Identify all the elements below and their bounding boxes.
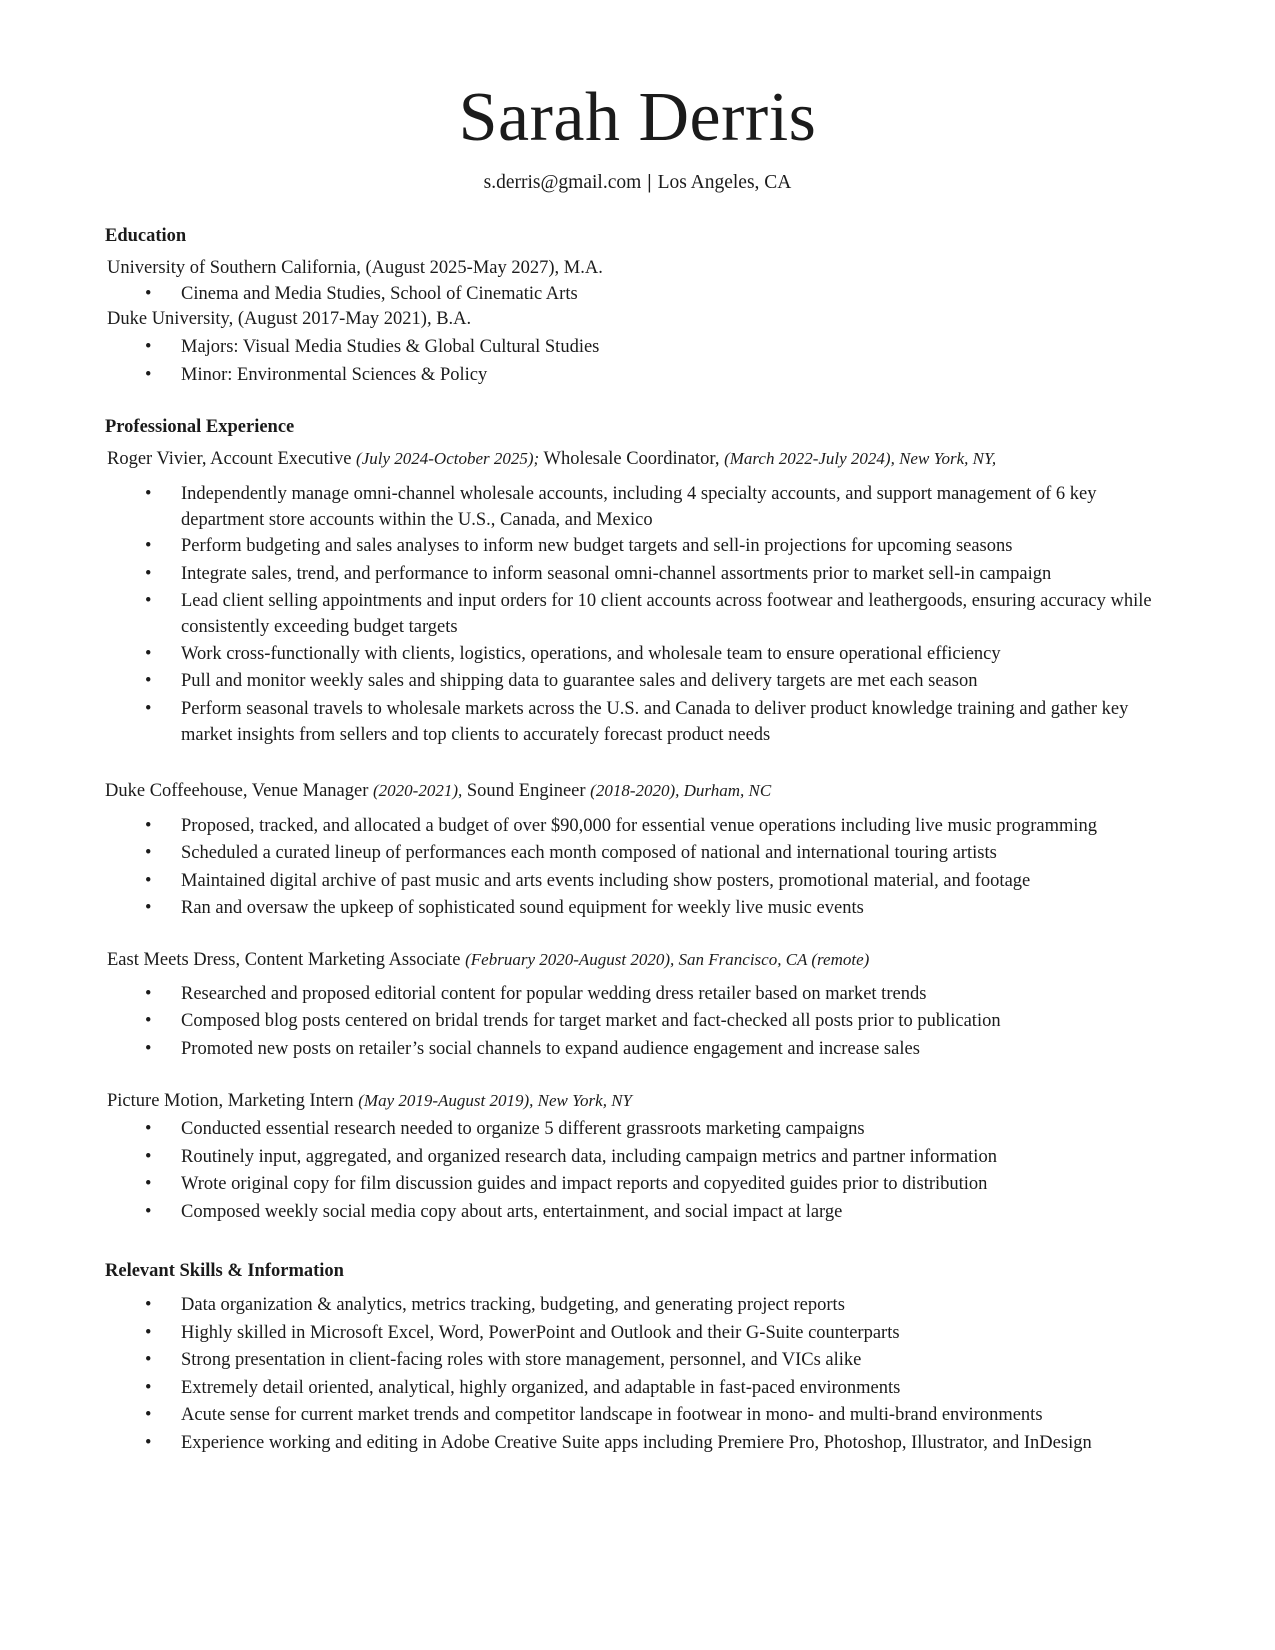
- bullet-icon: •: [145, 1433, 152, 1453]
- list-item: • Work cross-functionally with clients, logistics, operations, and wholesale team to ensure operational efficiency: [145, 641, 1165, 667]
- list-item: • Lead client selling appointments and input orders for 10 client accounts across footwear and leathergoods, ensuring accuracy while consistently exceeding budget targets: [145, 588, 1165, 640]
- list-item: • Strong presentation in client-facing roles with store management, personnel, and VICs alike: [145, 1347, 1165, 1373]
- bullet-icon: •: [145, 816, 152, 836]
- bullet-icon: •: [145, 671, 152, 691]
- bullet-icon: •: [145, 699, 152, 719]
- contact-line: [0, 170, 1275, 196]
- location: Los Angeles, CA: [657, 172, 792, 193]
- job-header-duke-coffeehouse: Duke Coffeehouse, Venue Manager (2020-2021), Sound Engineer (2018-2020), Durham, NC: [105, 781, 772, 801]
- list-item: • Promoted new posts on retailer’s social channels to expand audience engagement and increase sales: [145, 1036, 1165, 1062]
- job-header-east-meets-dress: East Meets Dress, Content Marketing Associate (February 2020-August 2020), San Francisco, CA (remote): [107, 950, 870, 970]
- list-item: • Perform seasonal travels to wholesale markets across the U.S. and Canada to deliver product knowledge training and gather key market insights from sellers and top clients to accurately forecast product needs: [145, 696, 1165, 748]
- bullet-icon: •: [145, 1350, 152, 1370]
- bullet-icon: •: [145, 1174, 152, 1194]
- list-item: • Independently manage omni-channel wholesale accounts, including 4 specialty accounts, and support management of 6 key department store accounts within the U.S., Canada, and Mexico: [145, 481, 1165, 533]
- bullet-icon: •: [145, 843, 152, 863]
- bullet-icon: •: [145, 484, 152, 504]
- bullet-icon: •: [145, 644, 152, 664]
- list-item: • Acute sense for current market trends and competitor landscape in footwear in mono- and multi-brand environments: [145, 1402, 1165, 1428]
- section-title-education: Education: [105, 226, 187, 246]
- list-item: • Composed blog posts centered on bridal trends for target market and fact-checked all posts prior to publication: [145, 1008, 1165, 1034]
- list-item: • Data organization & analytics, metrics tracking, budgeting, and generating project reports: [145, 1292, 1165, 1318]
- bullet-icon: •: [145, 1405, 152, 1425]
- bullet-icon: •: [145, 1378, 152, 1398]
- bullet-icon: •: [145, 591, 152, 611]
- bullet-icon: •: [145, 1202, 152, 1222]
- contact-separator: |: [647, 172, 652, 193]
- bullet-icon: •: [145, 1011, 152, 1031]
- list-item: • Cinema and Media Studies, School of Cinematic Arts: [145, 281, 1165, 307]
- list-item: • Proposed, tracked, and allocated a budget of over $90,000 for essential venue operations including live music programming: [145, 813, 1165, 839]
- list-item: • Wrote original copy for film discussion guides and impact reports and copyedited guides prior to distribution: [145, 1171, 1165, 1197]
- section-title-experience: Professional Experience: [105, 417, 295, 437]
- list-item: • Composed weekly social media copy about arts, entertainment, and social impact at large: [145, 1199, 1165, 1225]
- education-entry-duke: Duke University, (August 2017-May 2021), B.A.: [107, 309, 472, 329]
- bullet-icon: •: [145, 536, 152, 556]
- list-item: • Highly skilled in Microsoft Excel, Word, PowerPoint and Outlook and their G-Suite counterparts: [145, 1320, 1165, 1346]
- bullet-icon: •: [145, 365, 152, 385]
- list-item: • Experience working and editing in Adobe Creative Suite apps including Premiere Pro, Photoshop, Illustrator, and InDesign: [145, 1430, 1165, 1456]
- bullet-icon: •: [145, 1039, 152, 1059]
- list-item: • Maintained digital archive of past music and arts events including show posters, promotional material, and footage: [145, 868, 1165, 894]
- bullet-icon: •: [145, 871, 152, 891]
- list-item: • Integrate sales, trend, and performance to inform seasonal omni-channel assortments prior to market sell-in campaign: [145, 561, 1165, 587]
- bullet-icon: •: [145, 1323, 152, 1343]
- list-item: • Routinely input, aggregated, and organized research data, including campaign metrics and partner information: [145, 1144, 1165, 1170]
- list-item: • Researched and proposed editorial content for popular wedding dress retailer based on market trends: [145, 981, 1165, 1007]
- list-item: • Ran and oversaw the upkeep of sophisticated sound equipment for weekly live music events: [145, 895, 1165, 921]
- bullet-icon: •: [145, 564, 152, 584]
- bullet-icon: •: [145, 898, 152, 918]
- list-item: • Conducted essential research needed to organize 5 different grassroots marketing campaigns: [145, 1116, 1165, 1142]
- section-title-skills: Relevant Skills & Information: [105, 1261, 344, 1281]
- list-item: • Scheduled a curated lineup of performances each month composed of national and international touring artists: [145, 840, 1165, 866]
- email: s.derris@gmail.com: [483, 172, 642, 193]
- list-item: • Minor: Environmental Sciences & Policy: [145, 362, 1165, 388]
- bullet-icon: •: [145, 1119, 152, 1139]
- job-header-picture-motion: Picture Motion, Marketing Intern (May 2019-August 2019), New York, NY: [107, 1091, 632, 1111]
- candidate-name: Sarah Derris: [458, 79, 817, 156]
- bullet-icon: •: [145, 1147, 152, 1167]
- list-item: • Perform budgeting and sales analyses to inform new budget targets and sell-in projections for upcoming seasons: [145, 533, 1165, 559]
- bullet-icon: •: [145, 984, 152, 1004]
- education-entry-usc: University of Southern California, (August 2025-May 2027), M.A.: [107, 258, 603, 278]
- job-header-roger-vivier: Roger Vivier, Account Executive (July 2024-October 2025); Wholesale Coordinator, (March 2022-July 2024), New York, NY,: [107, 449, 997, 469]
- bullet-icon: •: [145, 284, 152, 304]
- bullet-icon: •: [145, 1295, 152, 1315]
- list-item: • Pull and monitor weekly sales and shipping data to guarantee sales and delivery targets are met each season: [145, 668, 1165, 694]
- bullet-icon: •: [145, 337, 152, 357]
- list-item: • Extremely detail oriented, analytical, highly organized, and adaptable in fast-paced environments: [145, 1375, 1165, 1401]
- list-item: • Majors: Visual Media Studies & Global Cultural Studies: [145, 334, 1165, 360]
